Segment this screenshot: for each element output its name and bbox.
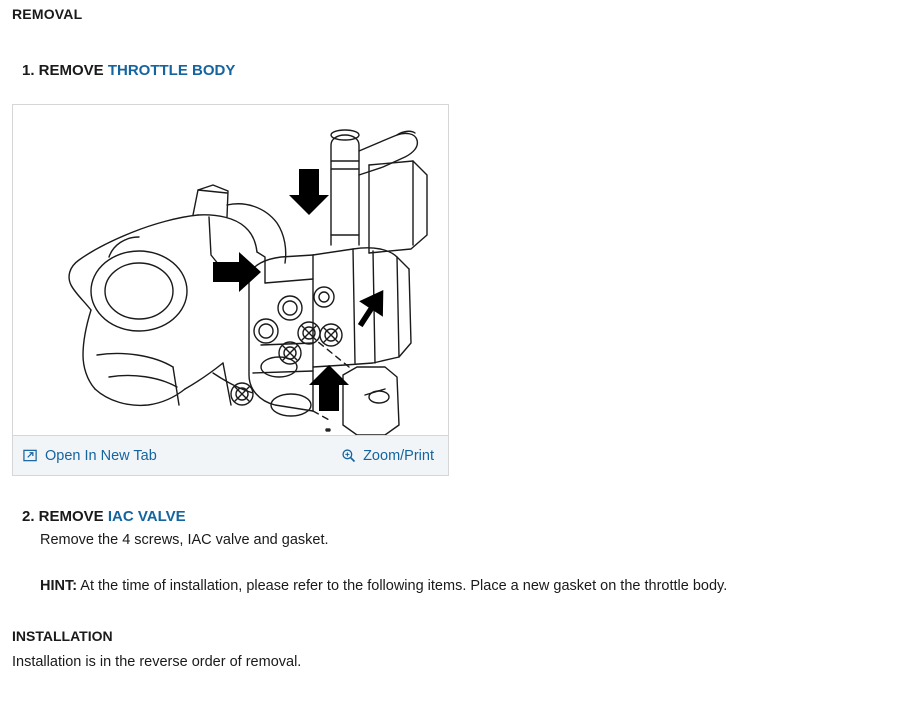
installation-heading: INSTALLATION	[12, 628, 113, 644]
step-2-title	[22, 508, 888, 525]
open-in-new-tab-label: Open In New Tab	[45, 447, 157, 464]
installation-text: Installation is in the reverse order of removal.	[12, 654, 302, 670]
document-page	[0, 6, 900, 670]
step-2-link-iac-valve[interactable]: IAC VALVE	[107, 508, 186, 525]
removal-heading: REMOVAL	[12, 6, 83, 22]
figure-toolbar	[13, 435, 448, 475]
step-1-prefix: 1. REMOVE	[22, 62, 108, 79]
step-1-link-throttle-body[interactable]: THROTTLE BODY	[107, 62, 236, 79]
throttle-body-diagram	[13, 105, 448, 435]
open-in-new-tab-button[interactable]	[23, 448, 157, 464]
hint-text: At the time of installation, please refer to the following items. Place a new gasket on the throttle body.	[77, 578, 728, 594]
step-2-body: Remove the 4 screws, IAC valve and gasket.	[40, 532, 329, 548]
zoom-print-label: Zoom/Print	[363, 447, 434, 464]
magnifier-icon	[341, 448, 356, 463]
zoom-print-button[interactable]	[341, 448, 434, 464]
callout-arrows	[213, 169, 390, 411]
step-1-title	[22, 62, 888, 79]
hint-paragraph	[40, 578, 888, 594]
figure-image[interactable]	[13, 105, 448, 435]
step-2-prefix: 2. REMOVE	[22, 508, 108, 525]
hint-label: HINT:	[40, 578, 78, 594]
figure-throttle-body	[12, 104, 449, 476]
open-in-new-tab-icon	[23, 448, 38, 463]
